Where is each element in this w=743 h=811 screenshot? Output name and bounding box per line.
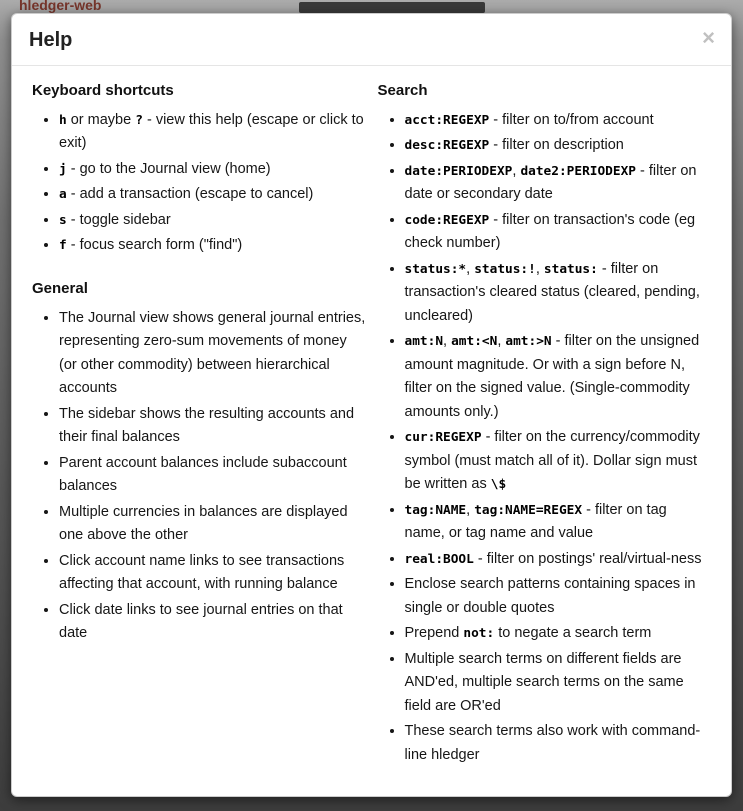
list-item: • h or maybe ? - view this help (escape or click to exit) <box>59 109 366 156</box>
list-item: • status:*, status:!, status: - filter on transaction's cleared status (cleared, pending, uncleared) <box>405 258 712 328</box>
code-span: status:* <box>404 261 467 277</box>
code-span: amt:N <box>404 334 444 350</box>
list-item: • tag:NAME, tag:NAME=REGEX - filter on tag name, or tag name and value <box>405 499 712 546</box>
left-column <box>26 82 372 789</box>
list-item: • real:BOOL - filter on postings' real/virtual-ness <box>405 548 712 571</box>
code-span: status:! <box>474 261 536 277</box>
close-button[interactable]: × <box>702 25 715 50</box>
code-span: j <box>59 161 67 177</box>
code-span: amt:<N <box>451 334 498 350</box>
code-span: acct:REGEXP <box>404 113 490 128</box>
code-span: tag:NAME=REGEX <box>474 502 583 518</box>
code-span: amt:>N <box>505 334 552 350</box>
list-item: • Parent account balances include subaccount balances <box>59 452 366 499</box>
section-heading-keyboard-shortcuts: Keyboard shortcuts <box>32 82 174 99</box>
list-item: • Multiple search terms on different fields are AND'ed, multiple search terms on the same field are OR'ed <box>405 648 712 718</box>
list-item: • acct:REGEXP - filter on to/from account <box>405 109 712 132</box>
list-item: • The sidebar shows the resulting accounts and their final balances <box>59 403 366 450</box>
section-heading-search: Search <box>377 82 428 99</box>
code-span: \$ <box>490 477 507 493</box>
list-item: • desc:REGEXP - filter on description <box>405 134 712 157</box>
list-item: • f - focus search form ("find") <box>59 234 366 257</box>
list-item: • The Journal view shows general journal entries, representing zero-sum movements of money (or other commodity) between hierarchical accounts <box>59 307 366 401</box>
modal-body <box>12 66 731 797</box>
code-span: h <box>59 113 67 128</box>
brand-link: hledger-web <box>19 0 102 13</box>
help-modal <box>11 13 732 797</box>
keyboard-shortcuts-list <box>32 109 366 258</box>
list-item: • These search terms also work with command-line hledger <box>405 720 712 767</box>
dimmed-page-heading <box>299 2 485 13</box>
list-item: • Prepend not: to negate a search term <box>405 622 712 645</box>
list-item: • j - go to the Journal view (home) <box>59 158 366 181</box>
code-span: tag:NAME <box>404 502 467 518</box>
list-item: • amt:N, amt:<N, amt:>N - filter on the unsigned amount magnitude. Or with a sign before N, filter on the signed value. (Single-commodity amounts only.) <box>405 330 712 424</box>
code-span: desc:REGEXP <box>404 138 490 154</box>
code-span: real:BOOL <box>404 551 474 567</box>
modal-header <box>12 14 731 66</box>
list-item: • code:REGEXP - filter on transaction's code (eg check number) <box>405 209 712 256</box>
code-span: not: <box>463 626 495 642</box>
list-item: • a - add a transaction (escape to cancel) <box>59 183 366 206</box>
list-item: • date:PERIODEXP, date2:PERIODEXP - filter on date or secondary date <box>405 160 712 207</box>
code-span: ? <box>135 113 143 128</box>
modal-title: Help <box>29 29 73 51</box>
list-item: • Click date links to see journal entries on that date <box>59 599 366 646</box>
section-heading-general: General <box>32 279 88 297</box>
code-span: s <box>59 212 67 228</box>
search-list <box>378 109 712 767</box>
code-span: code:REGEXP <box>404 212 490 228</box>
right-column <box>372 82 718 789</box>
list-item: • Click account name links to see transactions affecting that account, with running balance <box>59 550 366 597</box>
code-span: date2:PERIODEXP <box>520 163 637 179</box>
code-span: cur:REGEXP <box>404 430 482 446</box>
list-item: • cur:REGEXP - filter on the currency/commodity symbol (must match all of it). Dollar sign must be written as \$ <box>405 426 712 496</box>
general-list <box>32 307 366 646</box>
list-item: • Multiple currencies in balances are displayed one above the other <box>59 501 366 548</box>
list-item: • s - toggle sidebar <box>59 209 366 232</box>
code-span: a <box>59 187 67 203</box>
code-span: status: <box>543 261 598 277</box>
code-span: f <box>59 238 67 254</box>
list-item: • Enclose search patterns containing spaces in single or double quotes <box>405 573 712 620</box>
code-span: date:PERIODEXP <box>404 163 513 179</box>
